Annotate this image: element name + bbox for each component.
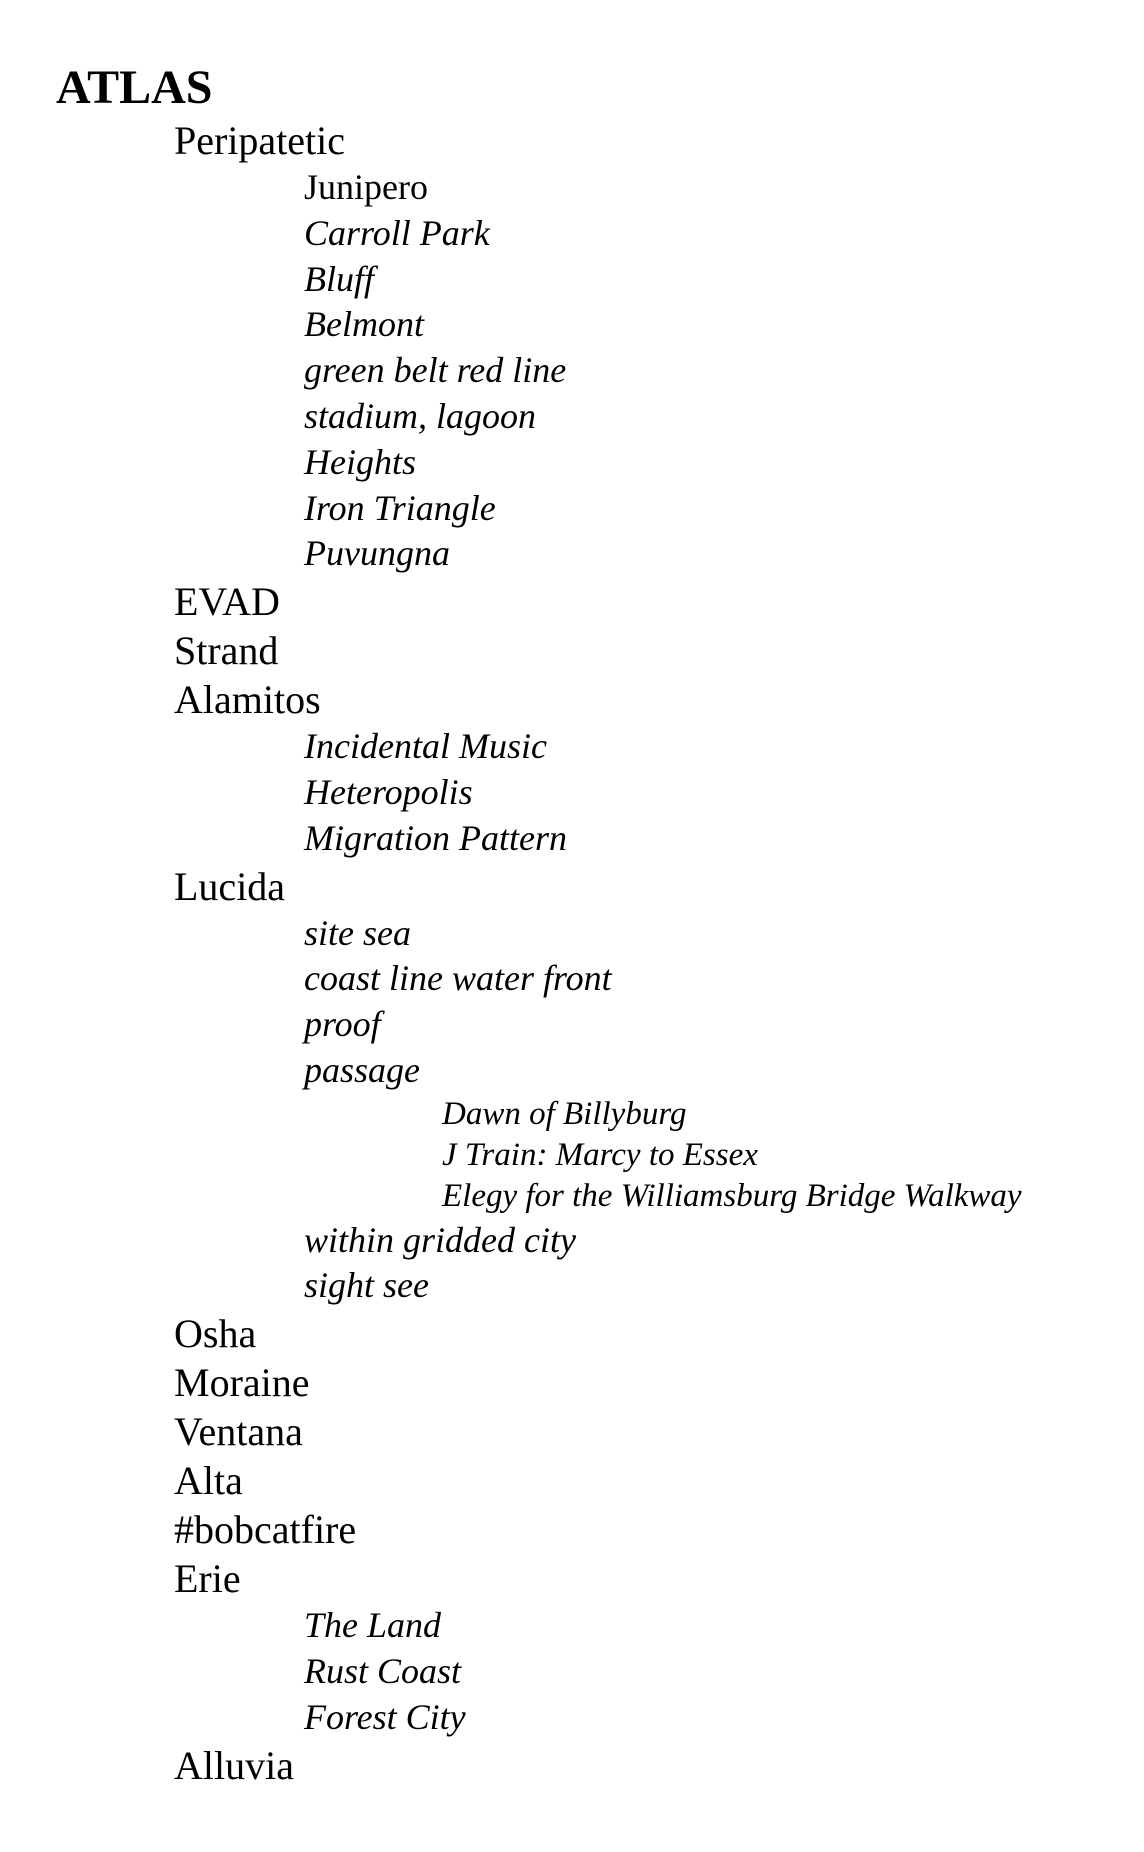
subsection-item: Forest City (304, 1696, 466, 1737)
subsection-item: The Land (304, 1605, 442, 1646)
section-heading: Erie (174, 1556, 241, 1602)
subsection-item: within gridded city (304, 1219, 576, 1260)
subsection-item: Bluff (304, 258, 374, 299)
subsection-item: coast line water front (304, 958, 612, 999)
section-heading: EVAD (174, 579, 280, 625)
subsection-item: sight see (304, 1265, 429, 1306)
subsection-item: Junipero (304, 167, 428, 207)
table-of-contents (0, 116, 1144, 1790)
subsection-item: Carroll Park (304, 212, 490, 253)
section-heading: Lucida (174, 863, 286, 909)
subsection-item: Heights (304, 441, 416, 482)
subsection-item: stadium, lagoon (304, 395, 537, 436)
sub-subsection-item: Dawn of Billyburg (442, 1095, 687, 1132)
section-heading: Strand (174, 628, 279, 674)
section-heading: Alluvia (174, 1742, 294, 1788)
section-heading: Osha (174, 1311, 257, 1357)
document-title: ATLAS (56, 61, 213, 114)
section-heading: #bobcatfire (174, 1507, 357, 1553)
subsection-item: Rust Coast (304, 1651, 462, 1692)
sub-subsection-item: Elegy for the Williamsburg Bridge Walkway (442, 1178, 1022, 1215)
section-heading: Peripatetic (174, 118, 346, 163)
subsection-item: Heteropolis (304, 771, 473, 812)
section-heading: Alta (174, 1458, 243, 1504)
subsection-item: Iron Triangle (304, 487, 496, 528)
subsection-item: Incidental Music (304, 726, 547, 767)
subsection-item: passage (304, 1049, 420, 1090)
subsection-item: Puvungna (304, 533, 450, 574)
section-heading: Alamitos (174, 677, 321, 723)
subsection-item: Belmont (304, 304, 424, 345)
subsection-item: Migration Pattern (304, 817, 567, 858)
subsection-item: site sea (304, 912, 411, 953)
sub-subsection-item: J Train: Marcy to Essex (442, 1137, 758, 1174)
subsection-item: green belt red line (304, 350, 567, 391)
section-heading: Ventana (174, 1409, 303, 1455)
section-heading: Moraine (174, 1360, 310, 1406)
subsection-item: proof (304, 1004, 381, 1045)
